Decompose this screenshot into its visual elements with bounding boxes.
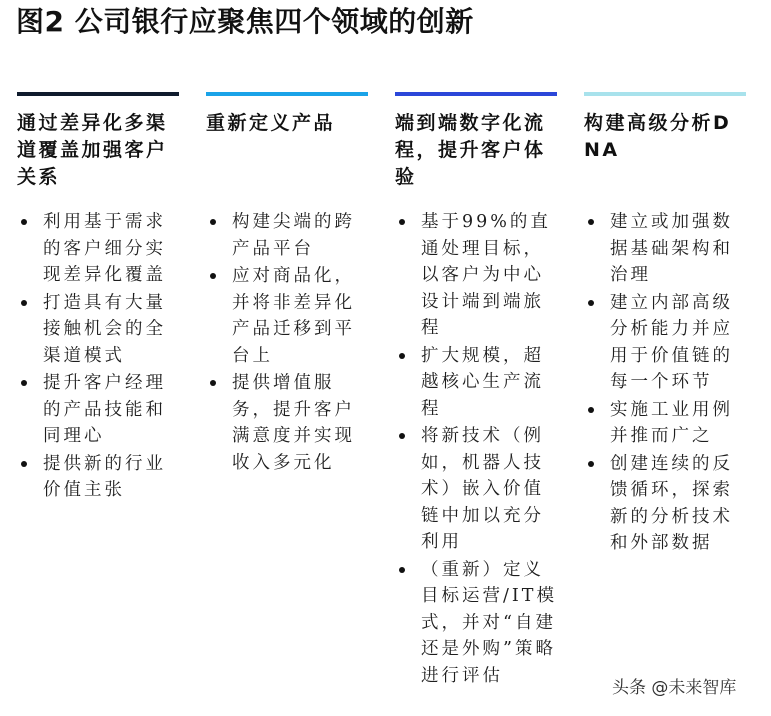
bullet-icon	[21, 300, 27, 306]
accent-bar	[395, 92, 557, 96]
bullet-item: 打造具有大量接触机会的全渠道模式	[17, 290, 179, 370]
bullet-icon	[588, 461, 594, 467]
column-analytics-dna	[584, 92, 746, 558]
source-watermark: 头条 @未来智库	[612, 678, 737, 698]
bullet-icon	[588, 300, 594, 306]
bullet-item: 提供增值服务，提升客户满意度并实现收入多元化	[206, 370, 368, 476]
bullet-item: 基于99%的直通处理目标，以客户为中心设计端到端旅程	[395, 209, 557, 342]
bullet-item: 建立或加强数据基础架构和治理	[584, 209, 746, 289]
bullet-icon	[588, 407, 594, 413]
bullet-item: 将新技术（例如，机器人技术）嵌入价值链中加以充分利用	[395, 423, 557, 556]
column-heading: 构建高级分析DNA	[584, 112, 732, 161]
bullet-item: 建立内部高级分析能力并应用于价值链的每一个环节	[584, 290, 746, 396]
bullet-list	[395, 209, 557, 689]
figure-title: 图2 公司银行应聚焦四个领域的创新	[16, 5, 474, 38]
bullet-item: 提供新的行业价值主张	[17, 451, 179, 504]
bullet-icon	[21, 461, 27, 467]
bullet-icon	[588, 219, 594, 225]
column-digital-process	[395, 92, 557, 690]
bullet-item: （重新）定义目标运营/IT模式，并对“自建还是外购”策略进行评估	[395, 557, 557, 690]
bullet-icon	[21, 380, 27, 386]
bullet-item: 提升客户经理的产品技能和同理心	[17, 370, 179, 450]
bullet-icon	[399, 567, 405, 573]
column-heading: 重新定义产品	[206, 112, 336, 134]
bullet-item: 实施工业用例并推而广之	[584, 397, 746, 450]
bullet-icon	[210, 219, 216, 225]
bullet-item: 利用基于需求的客户细分实现差异化覆盖	[17, 209, 179, 289]
bullet-icon	[399, 353, 405, 359]
accent-bar	[206, 92, 368, 96]
bullet-icon	[210, 273, 216, 279]
bullet-icon	[399, 219, 405, 225]
bullet-list	[17, 209, 179, 504]
column-customer-relationship	[17, 92, 179, 505]
bullet-item: 构建尖端的跨产品平台	[206, 209, 368, 262]
bullet-item: 创建连续的反馈循环，探索新的分析技术和外部数据	[584, 451, 746, 557]
bullet-icon	[21, 219, 27, 225]
bullet-item: 应对商品化，并将非差异化产品迁移到平台上	[206, 263, 368, 369]
bullet-list	[206, 209, 368, 476]
bullet-icon	[210, 380, 216, 386]
column-heading: 通过差异化多渠道覆盖加强客户关系	[17, 112, 168, 188]
bullet-item: 扩大规模，超越核心生产流程	[395, 343, 557, 423]
accent-bar	[17, 92, 179, 96]
bullet-list	[584, 209, 746, 557]
column-redefine-products	[206, 92, 368, 477]
accent-bar	[584, 92, 746, 96]
column-heading: 端到端数字化流程，提升客户体验	[395, 112, 546, 188]
bullet-icon	[399, 433, 405, 439]
